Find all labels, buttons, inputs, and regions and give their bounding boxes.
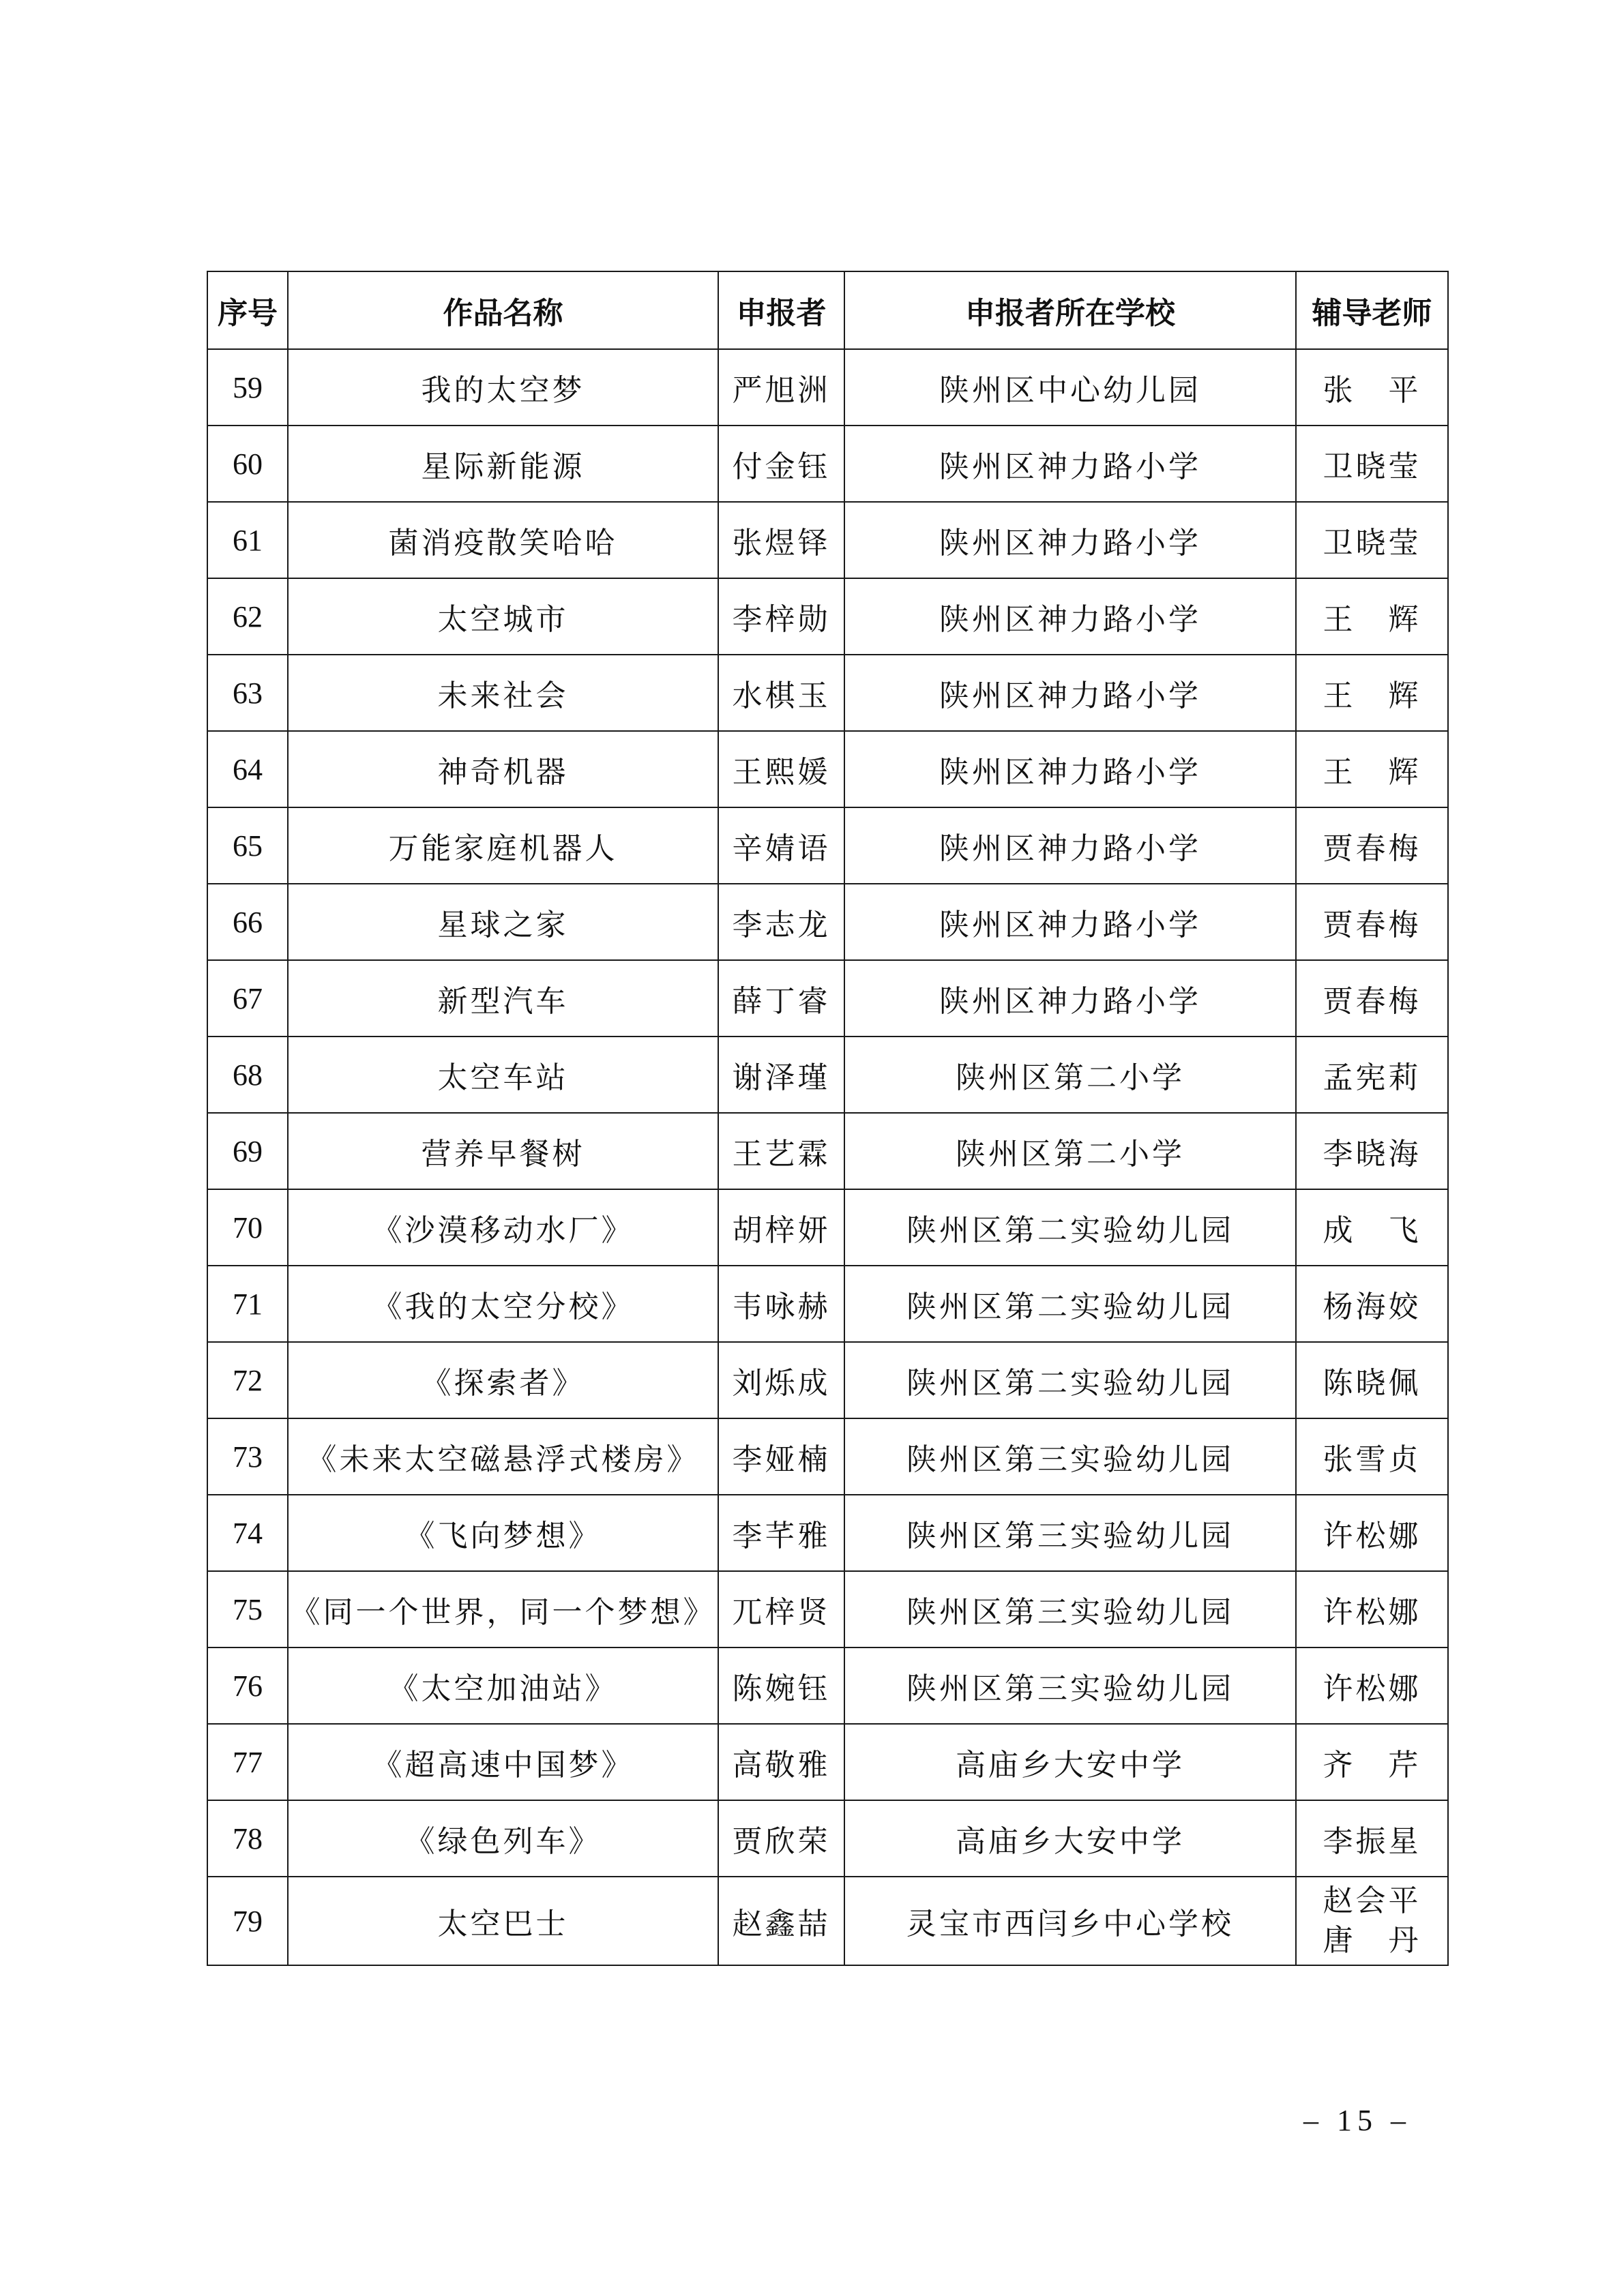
teacher-line-1: 赵会平: [1323, 1883, 1421, 1918]
cell-no: 72: [207, 1342, 288, 1418]
cell-school: 高庙乡大安中学: [844, 1724, 1296, 1800]
cell-no: 62: [207, 578, 288, 655]
table-row: [207, 578, 1448, 655]
cell-no: 60: [207, 426, 288, 502]
cell-school: 灵宝市西闫乡中心学校: [844, 1877, 1296, 1965]
cell-author: 赵鑫喆: [718, 1877, 844, 1965]
cell-author: 严旭洲: [718, 349, 844, 426]
cell-no: 70: [207, 1189, 288, 1266]
table-row: [207, 1113, 1448, 1189]
cell-title: 星球之家: [288, 884, 718, 960]
header-no: 序号: [207, 271, 288, 349]
cell-author: 陈婉钰: [718, 1648, 844, 1724]
cell-teacher: 王 辉: [1296, 731, 1448, 807]
cell-author: 王熙媛: [718, 731, 844, 807]
cell-teacher: [1296, 1877, 1448, 1965]
cell-author: 李娅楠: [718, 1418, 844, 1495]
cell-school: 陕州区第三实验幼儿园: [844, 1648, 1296, 1724]
table-row: [207, 1571, 1448, 1648]
cell-school: 陕州区神力路小学: [844, 426, 1296, 502]
cell-teacher: 孟宪莉: [1296, 1037, 1448, 1113]
cell-no: 75: [207, 1571, 288, 1648]
table-row: [207, 1189, 1448, 1266]
table-row: [207, 426, 1448, 502]
table-row: [207, 960, 1448, 1037]
table-row: [207, 1037, 1448, 1113]
header-author: 申报者: [718, 271, 844, 349]
table-row: [207, 884, 1448, 960]
cell-teacher: 许松娜: [1296, 1495, 1448, 1571]
header-teacher: 辅导老师: [1296, 271, 1448, 349]
cell-author: 李梓勋: [718, 578, 844, 655]
table-row: [207, 1800, 1448, 1877]
cell-teacher: 杨海姣: [1296, 1266, 1448, 1342]
cell-teacher: 卫晓莹: [1296, 426, 1448, 502]
cell-title: 万能家庭机器人: [288, 807, 718, 884]
table-row: [207, 1724, 1448, 1800]
table-row: [207, 1342, 1448, 1418]
cell-school: 陕州区第二实验幼儿园: [844, 1342, 1296, 1418]
cell-title: 太空车站: [288, 1037, 718, 1113]
cell-school: 陕州区神力路小学: [844, 884, 1296, 960]
cell-author: 谢泽瑾: [718, 1037, 844, 1113]
cell-title: 太空巴士: [288, 1877, 718, 1965]
cell-title: 太空城市: [288, 578, 718, 655]
cell-teacher: 李晓海: [1296, 1113, 1448, 1189]
cell-no: 77: [207, 1724, 288, 1800]
cell-no: 78: [207, 1800, 288, 1877]
cell-title: 《同一个世界，同一个梦想》: [288, 1571, 718, 1648]
cell-title: 《未来太空磁悬浮式楼房》: [288, 1418, 718, 1495]
cell-school: 陕州区第二小学: [844, 1037, 1296, 1113]
cell-author: 刘烁成: [718, 1342, 844, 1418]
table-row: [207, 1418, 1448, 1495]
header-title: 作品名称: [288, 271, 718, 349]
award-list-table: [207, 271, 1449, 1966]
teacher-line-2: 唐 丹: [1323, 1923, 1421, 1958]
cell-title: 《沙漠移动水厂》: [288, 1189, 718, 1266]
table-body: [207, 349, 1448, 1965]
header-school: 申报者所在学校: [844, 271, 1296, 349]
cell-title: 我的太空梦: [288, 349, 718, 426]
cell-school: 高庙乡大安中学: [844, 1800, 1296, 1877]
cell-teacher: 陈晓佩: [1296, 1342, 1448, 1418]
cell-school: 陕州区第二实验幼儿园: [844, 1189, 1296, 1266]
cell-no: 69: [207, 1113, 288, 1189]
cell-author: 薛丁睿: [718, 960, 844, 1037]
cell-teacher: 张雪贞: [1296, 1418, 1448, 1495]
cell-school: 陕州区神力路小学: [844, 731, 1296, 807]
cell-author: 胡梓妍: [718, 1189, 844, 1266]
cell-teacher: 王 辉: [1296, 655, 1448, 731]
cell-author: 张煜铎: [718, 502, 844, 578]
cell-title: 《我的太空分校》: [288, 1266, 718, 1342]
cell-school: 陕州区神力路小学: [844, 578, 1296, 655]
cell-school: 陕州区第三实验幼儿园: [844, 1571, 1296, 1648]
cell-no: 68: [207, 1037, 288, 1113]
cell-title: 《飞向梦想》: [288, 1495, 718, 1571]
table-row: [207, 349, 1448, 426]
cell-teacher: 许松娜: [1296, 1648, 1448, 1724]
cell-no: 63: [207, 655, 288, 731]
table-row: [207, 502, 1448, 578]
cell-teacher: 贾春梅: [1296, 807, 1448, 884]
cell-title: 《绿色列车》: [288, 1800, 718, 1877]
cell-author: 高敬雅: [718, 1724, 844, 1800]
cell-title: 未来社会: [288, 655, 718, 731]
cell-no: 79: [207, 1877, 288, 1965]
cell-author: 付金钰: [718, 426, 844, 502]
cell-school: 陕州区神力路小学: [844, 807, 1296, 884]
cell-title: 新型汽车: [288, 960, 718, 1037]
cell-author: 李芊雅: [718, 1495, 844, 1571]
cell-teacher: 卫晓莹: [1296, 502, 1448, 578]
cell-title: 《超高速中国梦》: [288, 1724, 718, 1800]
cell-teacher: 贾春梅: [1296, 884, 1448, 960]
cell-no: 71: [207, 1266, 288, 1342]
cell-author: 王艺霖: [718, 1113, 844, 1189]
cell-author: 李志龙: [718, 884, 844, 960]
table-row: [207, 1266, 1448, 1342]
cell-teacher: 李振星: [1296, 1800, 1448, 1877]
cell-title: 《探索者》: [288, 1342, 718, 1418]
cell-title: 星际新能源: [288, 426, 718, 502]
cell-teacher: 许松娜: [1296, 1571, 1448, 1648]
cell-school: 陕州区神力路小学: [844, 960, 1296, 1037]
cell-teacher: 王 辉: [1296, 578, 1448, 655]
cell-title: 菌消疫散笑哈哈: [288, 502, 718, 578]
cell-no: 65: [207, 807, 288, 884]
cell-school: 陕州区第二实验幼儿园: [844, 1266, 1296, 1342]
cell-school: 陕州区第二小学: [844, 1113, 1296, 1189]
cell-author: 水棋玉: [718, 655, 844, 731]
cell-no: 61: [207, 502, 288, 578]
cell-title: 《太空加油站》: [288, 1648, 718, 1724]
table-row: [207, 1495, 1448, 1571]
cell-school: 陕州区神力路小学: [844, 655, 1296, 731]
cell-author: 兀梓贤: [718, 1571, 844, 1648]
cell-author: 贾欣荣: [718, 1800, 844, 1877]
cell-no: 73: [207, 1418, 288, 1495]
table-row: [207, 655, 1448, 731]
cell-teacher: 成 飞: [1296, 1189, 1448, 1266]
cell-no: 66: [207, 884, 288, 960]
cell-no: 76: [207, 1648, 288, 1724]
cell-school: 陕州区神力路小学: [844, 502, 1296, 578]
table-header-row: [207, 271, 1448, 349]
cell-school: 陕州区中心幼儿园: [844, 349, 1296, 426]
table-row: [207, 807, 1448, 884]
table-row-79: [207, 1877, 1448, 1965]
table-row: [207, 1648, 1448, 1724]
cell-author: 辛婧语: [718, 807, 844, 884]
cell-teacher: 齐 芹: [1296, 1724, 1448, 1800]
cell-no: 64: [207, 731, 288, 807]
cell-no: 67: [207, 960, 288, 1037]
cell-school: 陕州区第三实验幼儿园: [844, 1495, 1296, 1571]
cell-teacher: 贾春梅: [1296, 960, 1448, 1037]
cell-school: 陕州区第三实验幼儿园: [844, 1418, 1296, 1495]
cell-teacher: 张 平: [1296, 349, 1448, 426]
page-number: – 15 –: [1303, 2104, 1411, 2137]
cell-no: 59: [207, 349, 288, 426]
cell-title: 营养早餐树: [288, 1113, 718, 1189]
table-row: [207, 731, 1448, 807]
cell-no: 74: [207, 1495, 288, 1571]
cell-author: 韦咏赫: [718, 1266, 844, 1342]
cell-title: 神奇机器: [288, 731, 718, 807]
